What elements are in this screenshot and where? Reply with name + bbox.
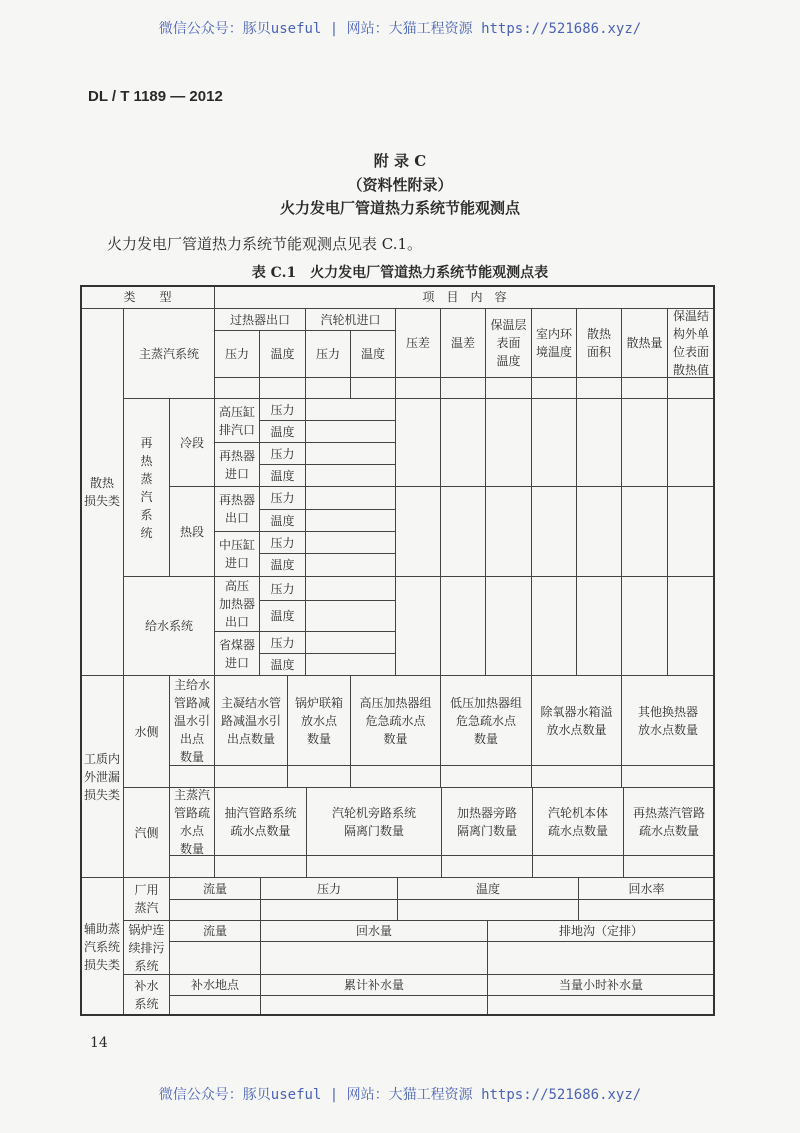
param-label: 温度	[259, 600, 306, 632]
col-label: 流量	[169, 877, 261, 900]
value-cell[interactable]	[487, 995, 715, 1016]
value-cell[interactable]	[305, 531, 396, 554]
col-label: 累计补水量	[260, 974, 488, 996]
value-cell[interactable]	[576, 377, 622, 399]
value-cell[interactable]	[214, 765, 288, 788]
value-cell[interactable]	[169, 899, 261, 921]
value-cell[interactable]	[621, 377, 668, 399]
value-cell[interactable]	[578, 899, 715, 921]
param-label: 压力	[259, 631, 306, 654]
value-cell[interactable]	[214, 377, 260, 399]
document-code: DL / T 1189 — 2012	[88, 88, 223, 105]
value-cell[interactable]	[169, 941, 261, 975]
value-cell[interactable]	[532, 855, 624, 878]
reheater-inlet: 再热器 进口	[214, 442, 260, 487]
col-label: 流量	[169, 920, 261, 942]
water-item: 主给水 管路减 温水引 出点 数量	[169, 675, 215, 766]
value-cell[interactable]	[287, 765, 351, 788]
group-aux-steam-loss: 辅助蒸 汽系统 损失类	[80, 877, 124, 1016]
value-cell[interactable]	[395, 377, 441, 399]
steam-item: 汽轮机旁路系统 隔离门数量	[306, 787, 442, 856]
col-label: 当量小时补水量	[487, 974, 715, 996]
value-cell[interactable]	[531, 398, 577, 487]
param-label: 温度	[259, 509, 306, 532]
value-cell[interactable]	[305, 420, 396, 443]
value-cell[interactable]	[305, 442, 396, 465]
value-cell[interactable]	[350, 377, 396, 399]
value-cell[interactable]	[621, 576, 668, 676]
value-cell[interactable]	[305, 553, 396, 577]
appendix-label: 附 录 C	[373, 152, 427, 170]
water-item: 高压加热器组 危急疏水点 数量	[350, 675, 441, 766]
param-label: 压力	[259, 486, 306, 510]
value-cell[interactable]	[260, 899, 398, 921]
group-leakage-loss: 工质内 外泄漏 损失类	[80, 675, 124, 878]
water-item: 主凝结水管 路减温水引 出点数量	[214, 675, 288, 766]
value-cell[interactable]	[169, 855, 215, 878]
value-cell[interactable]	[531, 576, 577, 676]
param-label: 压力	[259, 442, 306, 465]
value-cell[interactable]	[305, 653, 396, 676]
value-cell[interactable]	[395, 398, 441, 487]
value-cell[interactable]	[531, 486, 577, 577]
appendix-type: （资料性附录）	[347, 176, 453, 194]
param-label: 温度	[259, 420, 306, 443]
value-cell[interactable]	[440, 377, 486, 399]
hp-heater-outlet: 高压 加热器 出口	[214, 576, 260, 632]
col-label: 回水量	[260, 920, 488, 942]
value-cell[interactable]	[667, 398, 715, 487]
value-cell[interactable]	[487, 941, 715, 975]
value-cell[interactable]	[260, 995, 488, 1016]
col-label: 温度	[350, 330, 396, 378]
col-label: 温度	[397, 877, 579, 900]
value-cell[interactable]	[169, 995, 261, 1016]
header-type: 类 型	[80, 285, 215, 309]
body-text: 火力发电厂管道热力系统节能观测点见表 C.1。	[107, 235, 423, 253]
value-cell[interactable]	[440, 765, 532, 788]
water-item: 其他换热器 放水点数量	[621, 675, 715, 766]
value-cell[interactable]	[350, 765, 441, 788]
main-steam-system: 主蒸汽系统	[123, 308, 215, 399]
value-cell[interactable]	[485, 486, 532, 577]
param-label: 压力	[259, 531, 306, 554]
steam-item: 再热蒸汽管路 疏水点数量	[623, 787, 715, 856]
plant-steam: 厂用 蒸汽	[123, 877, 170, 921]
value-cell[interactable]	[259, 377, 306, 399]
col-label: 压力	[305, 330, 351, 378]
value-cell[interactable]	[440, 398, 486, 487]
value-cell[interactable]	[441, 855, 533, 878]
col-label: 散热 面积	[576, 308, 622, 378]
value-cell[interactable]	[485, 576, 532, 676]
cold-section: 冷段	[169, 398, 215, 487]
watermark-top: 微信公众号：豚贝useful | 网站：大猫工程资源 https://521686.xyz/	[158, 21, 642, 37]
value-cell[interactable]	[576, 576, 622, 676]
value-cell[interactable]	[305, 600, 396, 632]
water-item: 锅炉联箱 放水点 数量	[287, 675, 351, 766]
value-cell[interactable]	[621, 486, 668, 577]
steam-item: 抽汽管路系统 疏水点数量	[214, 787, 307, 856]
value-cell[interactable]	[397, 899, 579, 921]
ip-cylinder-inlet: 中压缸 进口	[214, 531, 260, 577]
value-cell[interactable]	[305, 464, 396, 487]
reheater-outlet: 再热器 出口	[214, 486, 260, 532]
hot-section: 热段	[169, 486, 215, 577]
param-label: 温度	[259, 464, 306, 487]
value-cell[interactable]	[667, 486, 715, 577]
col-label: 排地沟（定排）	[487, 920, 715, 942]
appendix-title: 火力发电厂管道热力系统节能观测点	[279, 199, 520, 217]
value-cell[interactable]	[305, 631, 396, 654]
steam-side: 汽侧	[123, 787, 170, 878]
value-cell[interactable]	[576, 486, 622, 577]
col-label: 保温层 表面 温度	[485, 308, 532, 378]
value-cell[interactable]	[531, 765, 622, 788]
watermark-bottom: 微信公众号：豚贝useful | 网站：大猫工程资源 https://521686.xyz/	[158, 1087, 642, 1103]
col-label: 压差	[395, 308, 441, 378]
value-cell[interactable]	[305, 576, 396, 601]
economizer-inlet: 省煤器 进口	[214, 631, 260, 676]
value-cell[interactable]	[305, 509, 396, 532]
group-heat-loss: 散热 损失类	[80, 308, 124, 676]
col-label: 压力	[214, 330, 260, 378]
water-item: 除氧器水箱溢 放水点数量	[531, 675, 622, 766]
boiler-blowdown-system: 锅炉连 续排污 系统	[123, 920, 170, 975]
water-side: 水侧	[123, 675, 170, 788]
col-label: 回水率	[578, 877, 715, 900]
col-label: 补水地点	[169, 974, 261, 996]
value-cell[interactable]	[306, 855, 442, 878]
value-cell[interactable]	[531, 377, 577, 399]
col-label: 保温结 构外单 位表面 散热值	[667, 308, 715, 378]
hp-cylinder-exhaust: 高压缸 排汽口	[214, 398, 260, 443]
value-cell[interactable]	[440, 486, 486, 577]
value-cell[interactable]	[440, 576, 486, 676]
param-label: 温度	[259, 653, 306, 676]
header-content: 项 目 内 容	[214, 285, 715, 309]
col-label: 温差	[440, 308, 486, 378]
value-cell[interactable]	[305, 486, 396, 510]
value-cell[interactable]	[485, 398, 532, 487]
feedwater-system: 给水系统	[123, 576, 215, 676]
value-cell[interactable]	[305, 398, 396, 421]
value-cell[interactable]	[667, 377, 715, 399]
value-cell[interactable]	[621, 398, 668, 487]
steam-item: 汽轮机本体 疏水点数量	[532, 787, 624, 856]
value-cell[interactable]	[395, 576, 441, 676]
table-caption: 表 C.1 火力发电厂管道热力系统节能观测点表	[251, 265, 549, 281]
value-cell[interactable]	[621, 765, 715, 788]
value-cell[interactable]	[395, 486, 441, 577]
value-cell[interactable]	[260, 941, 488, 975]
makeup-water-system: 补水 系统	[123, 974, 170, 1016]
param-label: 压力	[259, 576, 306, 601]
water-item: 低压加热器组 危急疏水点 数量	[440, 675, 532, 766]
col-label: 压力	[260, 877, 398, 900]
turbine-inlet: 汽轮机进口	[305, 308, 396, 331]
col-label: 温度	[259, 330, 306, 378]
steam-item: 主蒸汽 管路疏 水点 数量	[169, 787, 215, 856]
col-label: 散热量	[621, 308, 668, 378]
value-cell[interactable]	[214, 855, 307, 878]
steam-item: 加热器旁路 隔离门数量	[441, 787, 533, 856]
superheater-outlet: 过热器出口	[214, 308, 306, 331]
param-label: 温度	[259, 553, 306, 577]
value-cell[interactable]	[485, 377, 532, 399]
reheat-steam-system: 再 热 蒸 汽 系 统	[123, 398, 170, 577]
col-label: 室内环 境温度	[531, 308, 577, 378]
value-cell[interactable]	[305, 377, 351, 399]
value-cell[interactable]	[667, 576, 715, 676]
value-cell[interactable]	[623, 855, 715, 878]
param-label: 压力	[259, 398, 306, 421]
page-number: 14	[90, 1035, 108, 1051]
value-cell[interactable]	[576, 398, 622, 487]
